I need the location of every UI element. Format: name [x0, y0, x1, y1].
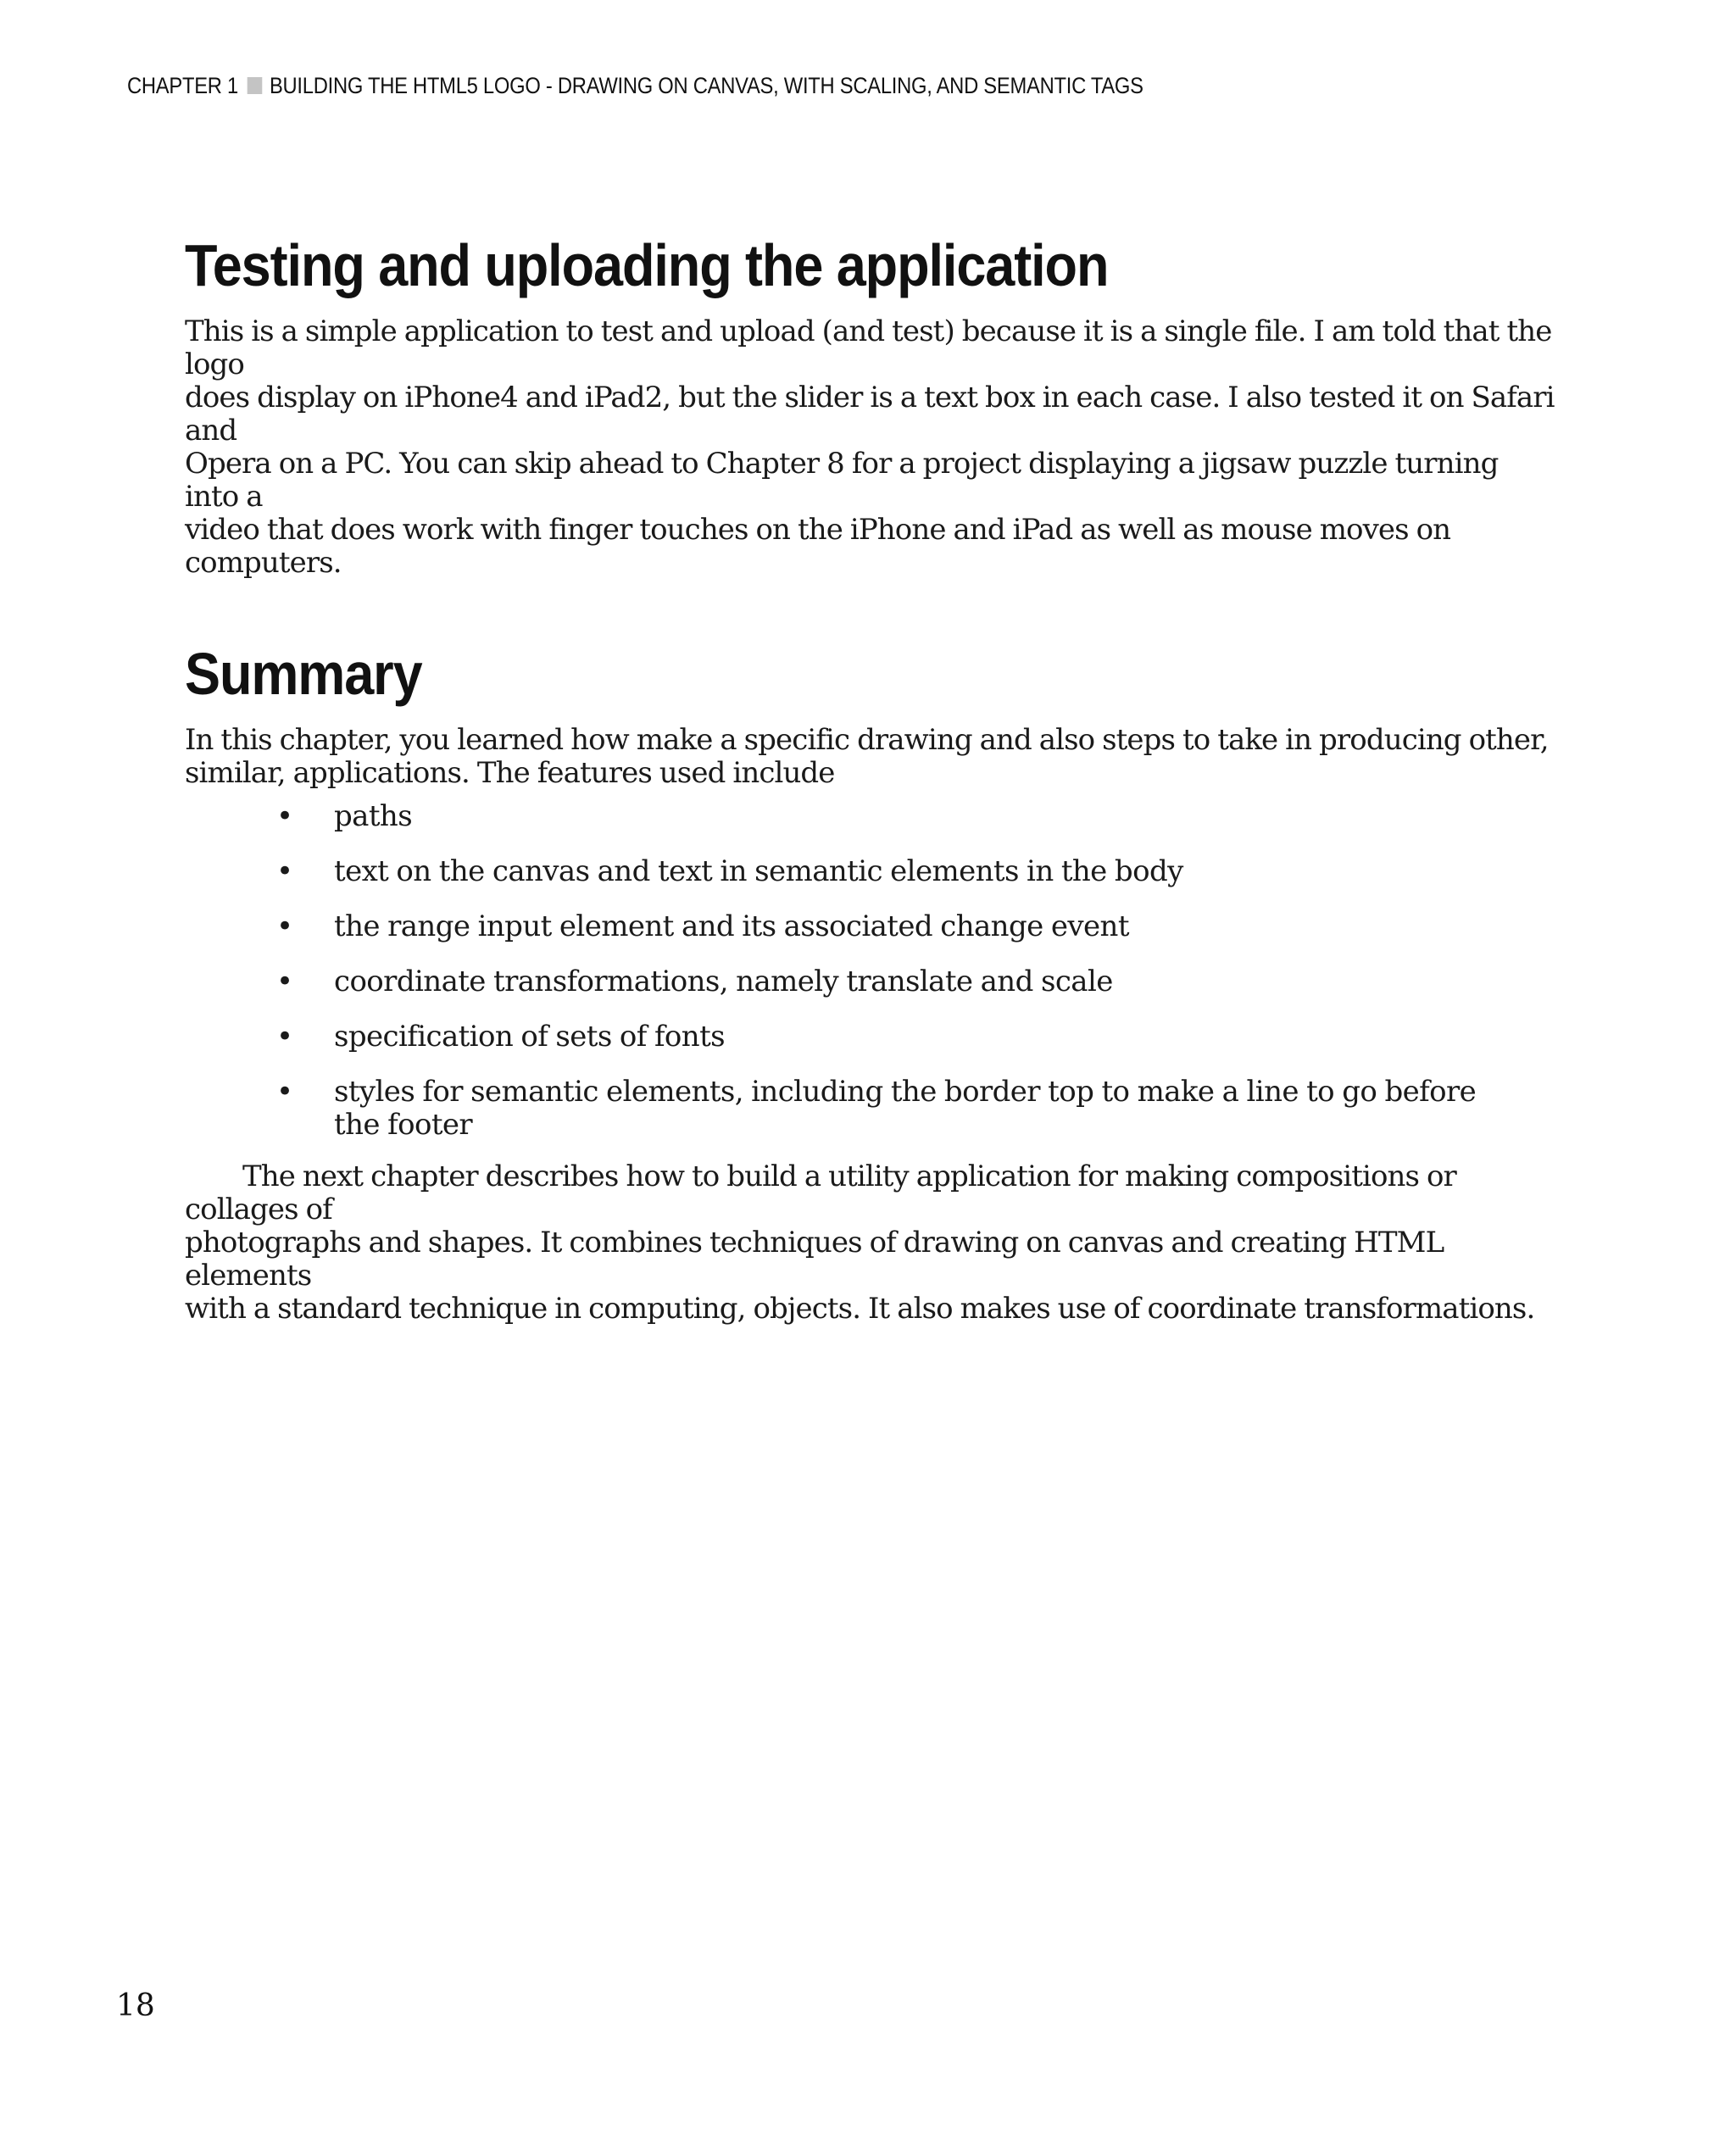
paragraph-line: The next chapter describes how to build a utility application for making compositions or collages of [185, 1159, 1456, 1226]
list-item [185, 965, 1558, 998]
paragraph-line: with a standard technique in computing, objects. It also makes use of coordinate transformations. [185, 1292, 1535, 1326]
testing-paragraph [185, 315, 1558, 580]
chapter-title: BUILDING THE HTML5 LOGO - DRAWING ON CANVAS, WITH SCALING, AND SEMANTIC TAGS [269, 73, 1143, 98]
bullet-icon: • [276, 965, 293, 998]
list-item-text: styles for semantic elements, including the border top to make a line to go before [334, 1075, 1477, 1109]
paragraph-line: photographs and shapes. It combines techniques of drawing on canvas and creating HTML elements [185, 1226, 1444, 1293]
list-item-text: the range input element and its associated change event [334, 909, 1129, 943]
paragraph-line: Opera on a PC. You can skip ahead to Chapter 8 for a project displaying a jigsaw puzzle turning into a [185, 447, 1499, 514]
bullet-icon: • [276, 1020, 293, 1054]
list-item [185, 800, 1558, 833]
paragraph-line: This is a simple application to test and upload (and test) because it is a single file. I am told that the logo [185, 314, 1552, 381]
paragraph-line: video that does work with finger touches on the iPhone and iPad as well as mouse moves on computers. [185, 513, 1451, 580]
bullet-icon: • [276, 1075, 293, 1109]
bullet-icon: • [276, 799, 293, 833]
list-item-text: coordinate transformations, namely translate and scale [334, 965, 1113, 998]
summary-intro-paragraph [185, 724, 1558, 790]
list-item [185, 1020, 1558, 1054]
closing-paragraph [185, 1160, 1558, 1326]
chapter-label: CHAPTER 1 [127, 73, 238, 98]
section-heading-testing: Testing and uploading the application [185, 232, 1109, 298]
separator-square-icon [248, 77, 263, 94]
bullet-icon: • [276, 854, 293, 888]
list-item-text: the footer [334, 1108, 473, 1142]
bullet-icon: • [276, 909, 293, 943]
list-item [185, 910, 1558, 943]
page-content [185, 231, 1558, 1326]
features-list [185, 800, 1558, 1142]
paragraph-line: similar, applications. The features used include [185, 756, 835, 790]
list-item-text: text on the canvas and text in semantic elements in the body [334, 854, 1183, 888]
section-heading-summary: Summary [185, 641, 422, 707]
paragraph-line: does display on iPhone4 and iPad2, but the slider is a text box in each case. I also tested it on Safari and [185, 381, 1555, 448]
page-number: 18 [116, 1988, 155, 2023]
running-head [127, 73, 1143, 99]
list-item [185, 1076, 1558, 1142]
paragraph-line: In this chapter, you learned how make a specific drawing and also steps to take in producing other, [185, 723, 1549, 757]
list-item-text: specification of sets of fonts [334, 1020, 726, 1054]
list-item-text: paths [334, 799, 413, 833]
list-item [185, 855, 1558, 888]
